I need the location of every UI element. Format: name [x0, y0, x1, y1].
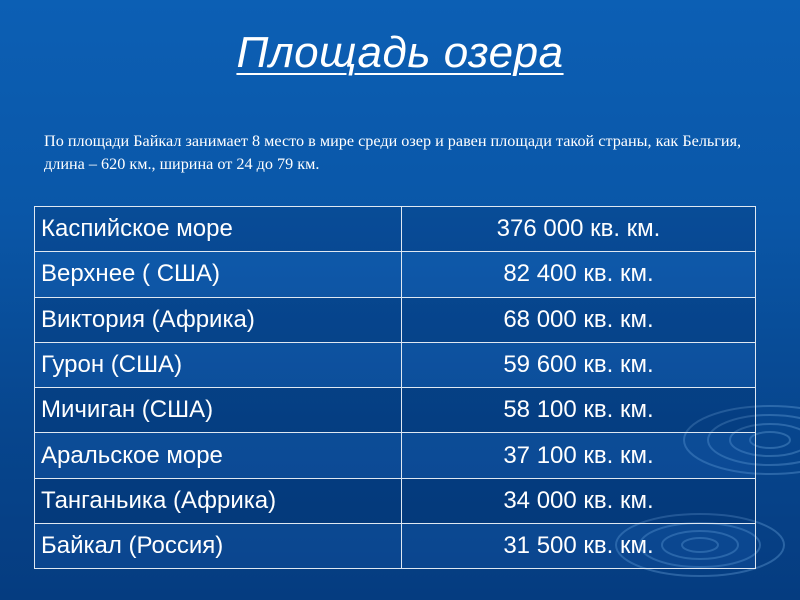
- table-row: [35, 252, 756, 297]
- lake-area-cell: 376 000 кв. км.: [402, 207, 756, 252]
- lake-name-cell: Аральское море: [35, 433, 402, 478]
- lake-name-cell: Каспийское море: [35, 207, 402, 252]
- lakes-area-table: [34, 206, 756, 569]
- table-row: [35, 207, 756, 252]
- lake-area-cell: 58 100 кв. км.: [402, 388, 756, 433]
- lake-name-cell: Байкал (Россия): [35, 524, 402, 569]
- table-row: [35, 524, 756, 569]
- table-row: [35, 342, 756, 387]
- lake-area-cell: 34 000 кв. км.: [402, 478, 756, 523]
- lake-area-cell: 37 100 кв. км.: [402, 433, 756, 478]
- lake-area-cell: 82 400 кв. км.: [402, 252, 756, 297]
- lake-area-cell: 31 500 кв. км.: [402, 524, 756, 569]
- table-row: [35, 297, 756, 342]
- table-row: [35, 433, 756, 478]
- table-row: [35, 478, 756, 523]
- slide-title: Площадь озера: [236, 28, 564, 77]
- lake-area-cell: 68 000 кв. км.: [402, 297, 756, 342]
- lake-name-cell: Виктория (Африка): [35, 297, 402, 342]
- slide-description: По площади Байкал занимает 8 место в мире среди озер и равен площади такой страны, как Бельгия, длина – 620 км., ширина от 24 до 79 км.: [44, 132, 742, 173]
- lake-name-cell: Мичиган (США): [35, 388, 402, 433]
- table-row: [35, 388, 756, 433]
- lake-name-cell: Верхнее ( США): [35, 252, 402, 297]
- lake-area-cell: 59 600 кв. км.: [402, 342, 756, 387]
- lake-name-cell: Танганьика (Африка): [35, 478, 402, 523]
- lake-name-cell: Гурон (США): [35, 342, 402, 387]
